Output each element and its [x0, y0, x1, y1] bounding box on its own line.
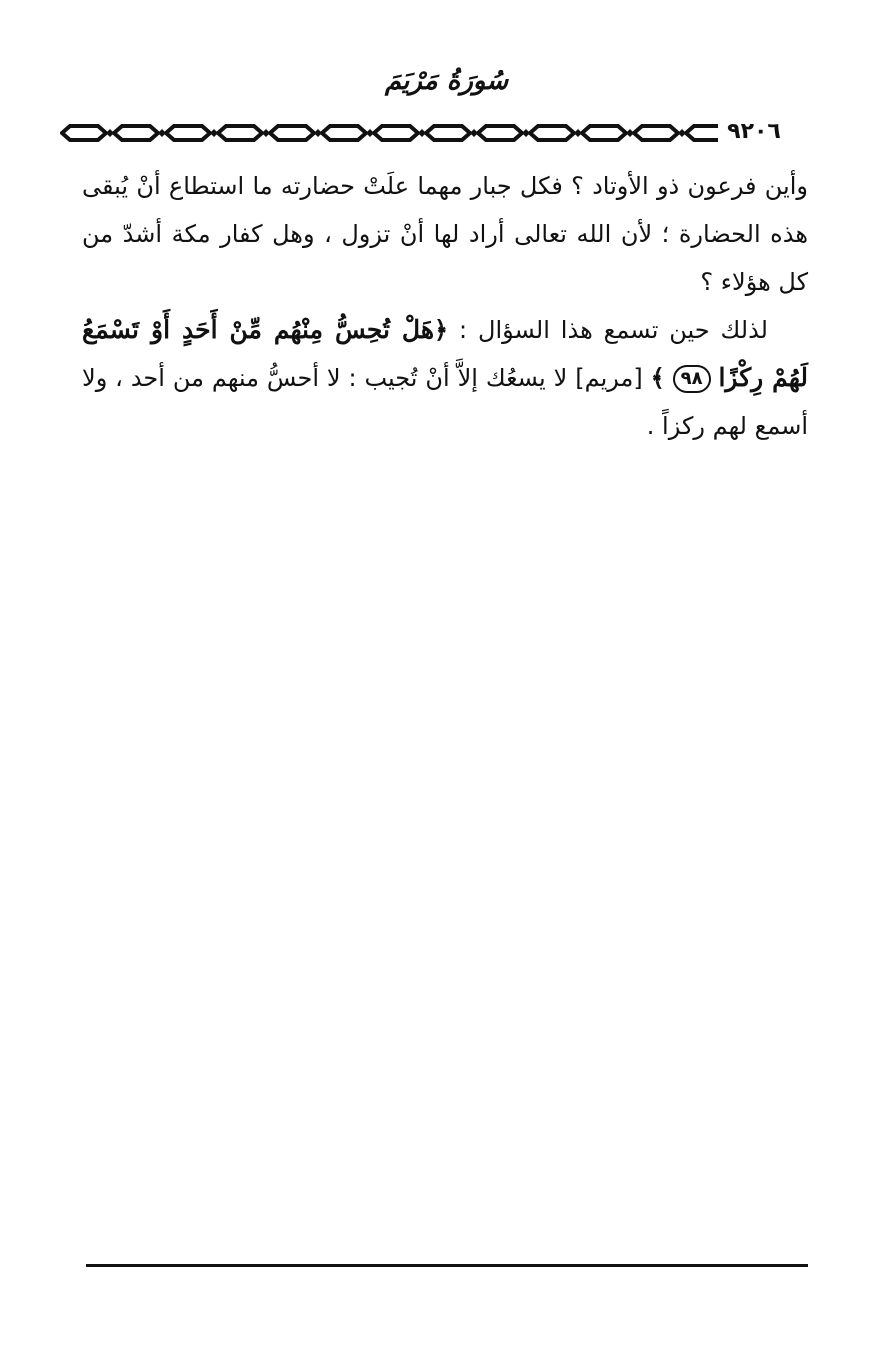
surah-reference: [مريم] [575, 364, 643, 392]
ornament-link [322, 126, 366, 140]
surah-title: سُورَةُ مَرْيَمَ [384, 66, 509, 96]
ornament-link [634, 126, 678, 140]
quran-verse: هَلْ تُحِسُّ مِنْهُم مِّنْ أَحَدٍ أَوْ تَسْمَعُ لَهُمْ رِكْزًا [82, 315, 808, 392]
verse-number-badge: ٩٨ [673, 365, 711, 393]
ornament-link [166, 126, 210, 140]
paragraph-2-intro: لذلك حين تسمع هذا السؤال : [459, 316, 768, 344]
ornament-link [582, 126, 626, 140]
ornament-link [270, 126, 314, 140]
quran-open-bracket: ﴿ [434, 315, 449, 344]
ornament-link [374, 126, 418, 140]
ornament-chain-graphic [60, 118, 832, 148]
footnote-rule [86, 1264, 808, 1267]
paragraph-2-rest: لا يسعُك إلاَّ أنْ تُجيب : لا أحسُّ منهم من أحد ، ولا أسمع لهم ركزاً . [82, 364, 808, 440]
ornament-link [478, 126, 522, 140]
ornament-link [218, 126, 262, 140]
paragraph-1: وأين فرعون ذو الأوتاد ؟ فكل جبار مهما علَتْ حضارته ما استطاع أنْ يُبقى هذه الحضارة ؛ لأن الله تعالى أراد لها أنْ تزول ، وهل كفار مكة أشدّ من كل هؤلاء ؟ [82, 172, 808, 296]
paragraph-2 [82, 306, 808, 450]
ornament-link [530, 126, 574, 140]
ornament-link [426, 126, 470, 140]
ornament-link [62, 126, 106, 140]
ornament-divider [60, 118, 832, 148]
page-number: ٩٢٠٦ [718, 118, 790, 146]
ornament-link [114, 126, 158, 140]
quran-close-bracket: ﴾ [650, 363, 665, 392]
